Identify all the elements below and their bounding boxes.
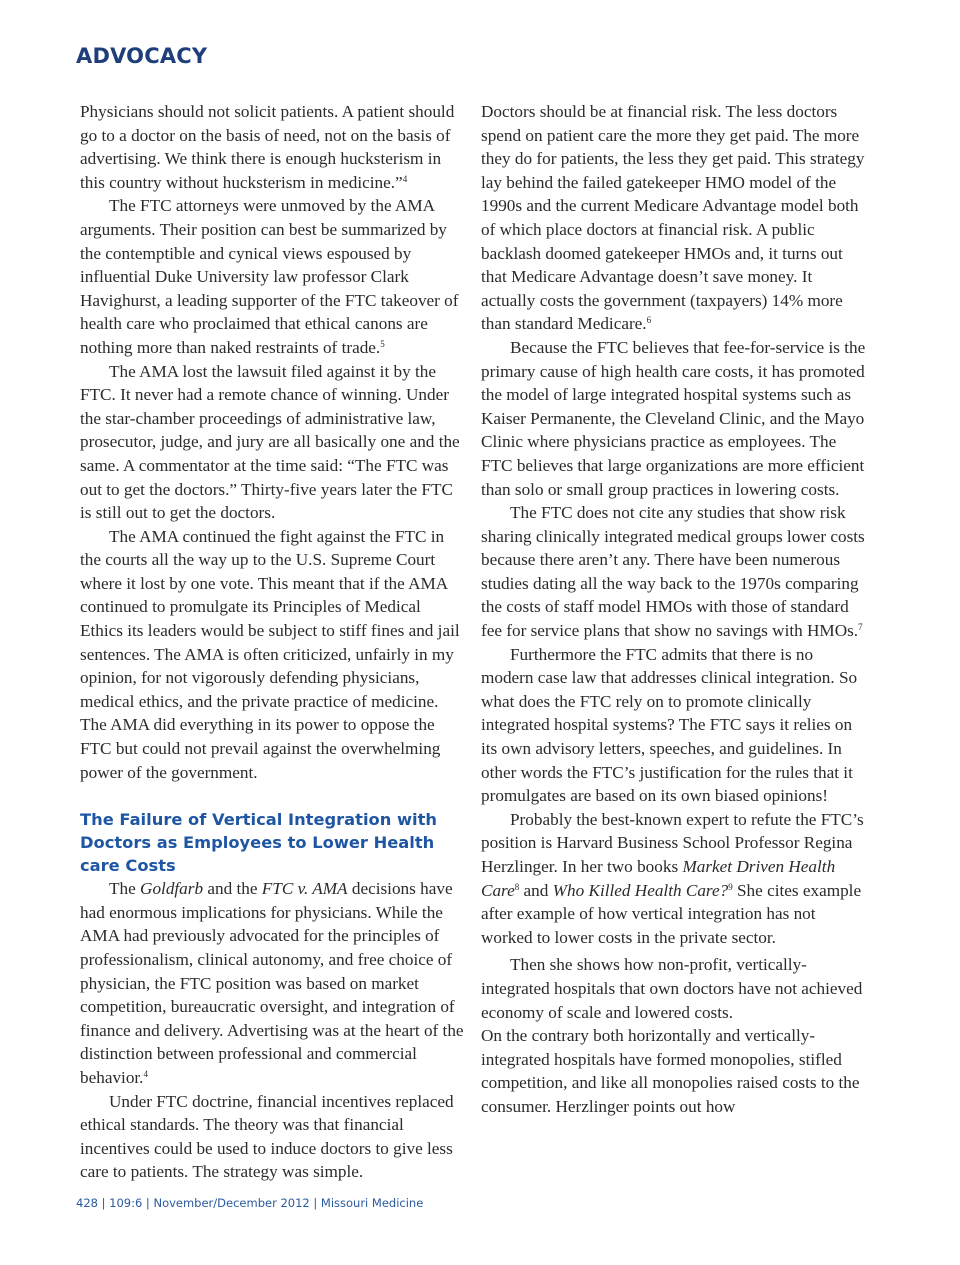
left-paragraph-1: Physicians should not solicit patients. A patient should go to a doctor on the basis of need, not on the basis of advertising. We think there is enough hucksterism in this country without hucksterism in medicine.”$^4$ (80, 102, 455, 192)
left-paragraph-2: The FTC attorneys were unmoved by the AMA arguments. Their position can best be summarized by the contemptible and cynical views espoused by influential Duke University law professor Clark Havighurst, a leading supporter of the FTC takeover of health care who proclaimed that ethical canons are nothing more than naked restraints of trade.$^5$ (80, 196, 459, 357)
footnote-ref[interactable]: 9 (728, 881, 733, 892)
left-paragraph-6: Under FTC doctrine, financial incentives replaced ethical standards. The theory was that financial incentives could be used to induce doctors to give less care to patients. The strategy was simple. (80, 1091, 454, 1182)
footnote-ref[interactable]: 4 (143, 1068, 148, 1079)
footnote-ref[interactable]: 5 (380, 338, 385, 349)
page-footer: 428 | 109:6 | November/December 2012 | Missouri Medicine (76, 1196, 424, 1210)
section-label: ADVOCACY (76, 44, 208, 68)
right-paragraph-4: Furthermore the FTC admits that there is no modern case law that addresses clinical integration. So what does the FTC rely on to promote clinically integrated hospital systems? The FTC says it relies on its own advisory letters, speeches, and guidelines. In other words the FTC’s justification for the rules that it promulgates are based on its own biased opinions! (481, 644, 858, 806)
left-paragraph-3: The AMA lost the lawsuit filed against it by the FTC. It never had a remote chance of winning. Under the star-chamber proceedings of administrative law, prosecutor, judge, and jury are all basically one and the same. A commentator at the time said: “The FTC was out to get the doctors.” Thirty-five years later the FTC is still out to get the doctors. (80, 361, 460, 523)
left-paragraph-4: The AMA continued the fight against the FTC in the courts all the way up to the U.S. Supreme Court where it lost by one vote. This meant that if the AMA continued to promulgate its Principles of Medical Ethics its leaders would be subject to stiff fines and jail sentences. The AMA is often criticized, unfairly in my opinion, for not vigorously defending physicians, medical ethics, and the private practice of medicine. The AMA did everything in its power to oppose the FTC but could not prevail against the overwhelming power of the government. (80, 526, 460, 782)
footnote-ref[interactable]: 6 (646, 315, 652, 326)
left-column (80, 100, 466, 1184)
right-paragraph-1: Doctors should be at financial risk. The less doctors spend on patient care the more they get paid. The more they do for patients, the less they get paid. This strategy lay behind the failed gatekeeper HMO model of the 1990s and the current Medicare Advantage model both of which place doctors at financial risk. A public backlash doomed gatekeeper HMOs and, it turns out that Medicare Advantage doesn’t save money. It actually costs the government (taxpayers) 14% more than standard Medicare.$^6$ (481, 102, 865, 334)
right-column (481, 100, 867, 1119)
right-paragraph-7: On the contrary both horizontally and vertically-integrated hospitals have formed monopolies, stifled competition, and like all monopolies raised costs to the consumer. Herzlinger points out how (481, 1026, 860, 1116)
right-paragraph-6: Then she shows how non-profit, vertically-integrated hospitals that own doctors have not achieved economy of scale and lowered costs. (481, 955, 863, 1022)
footnote-ref[interactable]: 7 (858, 622, 863, 633)
left-paragraph-5: The Goldfarb and the FTC v. AMA decisions have had enormous implications for physicians. While the AMA had previously advocated for the principles of professionalism, clinical autonomy, and free choice of physician, the FTC position was based on market competition, bureaucratic oversight, and integration of finance and delivery. Advertising was at the heart of the distinction between professional and commercial behavior.$^4$ (80, 879, 464, 1087)
right-paragraph-2: Because the FTC believes that fee-for-service is the primary cause of high health care costs, it has promoted the model of large integrated hospital systems such as Kaiser Permanente, the Cleveland Clinic, and the Mayo Clinic where physicians practice as employees. The FTC believes that large organizations are more efficient than solo or small group practices in lowering costs. (481, 337, 866, 499)
section-subheading: The Failure of Vertical Integration with Doctors as Employees to Lower Health care Costs (80, 810, 437, 876)
right-paragraph-3: The FTC does not cite any studies that show risk sharing clinically integrated medical groups lower costs because there aren’t any. There have been numerous studies dating all the way back to the 1970s comparing the costs of staff model HMOs with those of standard fee for service plans that show no savings with HMOs.$^7$ (481, 503, 865, 641)
footnote-ref[interactable]: 4 (402, 173, 408, 184)
footnote-ref[interactable]: 8 (514, 881, 520, 892)
right-paragraph-5: Probably the best-known expert to refute the FTC’s position is Harvard Business School Professor Regina Herzlinger. In her two books Market Driven Health Care$^8$ and Who Killed Health Care?$^9$ She cites example after example of how vertical integration has not worked to lower costs in the private sector. (481, 809, 864, 947)
